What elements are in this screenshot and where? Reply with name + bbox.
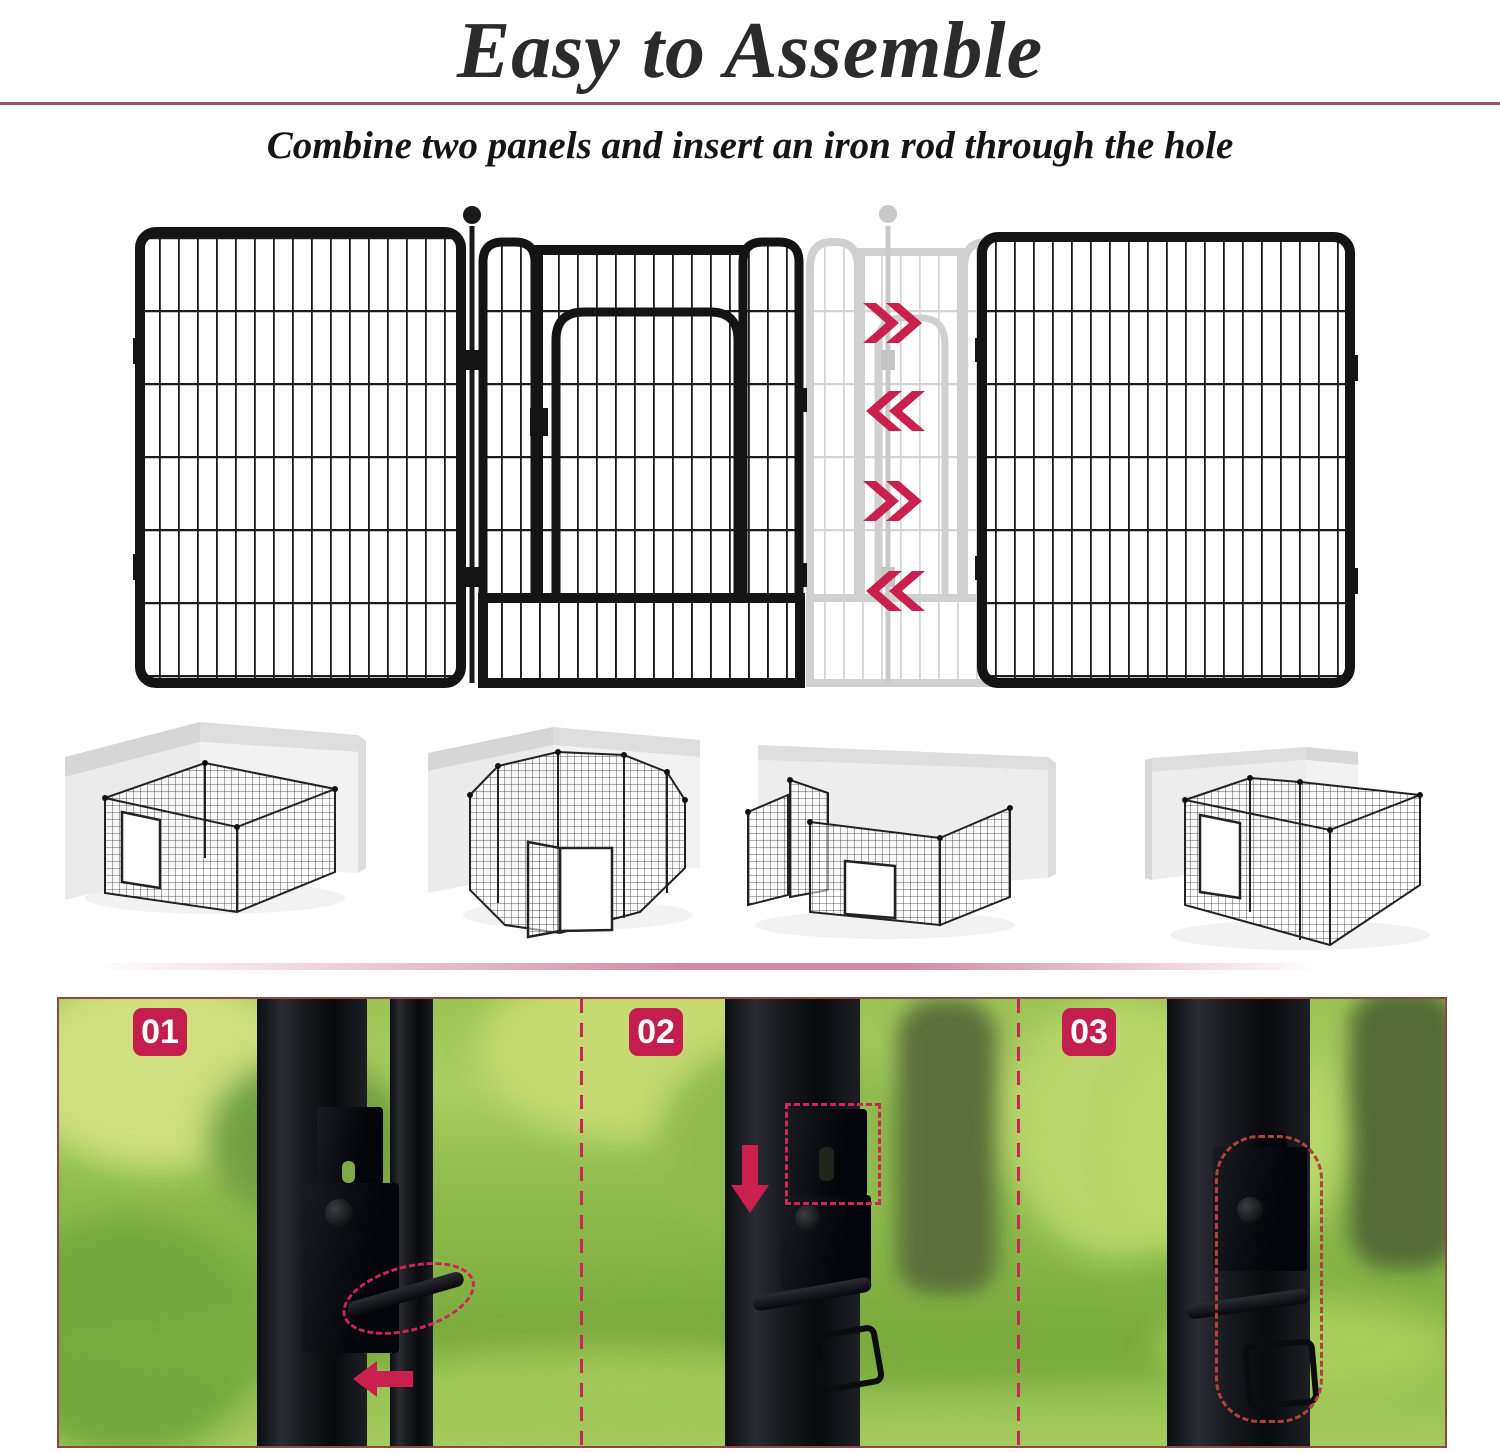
step-badge <box>1062 1008 1116 1056</box>
step-number: 02 <box>637 1012 675 1051</box>
step-number: 01 <box>141 1012 179 1051</box>
ghost-rod-ball-icon <box>879 205 897 223</box>
config-corner-rectangle-pen <box>65 722 366 914</box>
config-wall-front-barrier-pen <box>745 745 1056 939</box>
dashed-highlight-roundrect <box>1215 1135 1323 1423</box>
dashed-highlight-rect <box>785 1103 881 1205</box>
step-badge <box>133 1008 187 1056</box>
arrow-down-icon <box>731 1145 769 1215</box>
latch-slot <box>342 1161 355 1183</box>
config-octagon-pen <box>428 727 700 937</box>
gate-latch-icon <box>530 408 548 436</box>
arrow-left-icon <box>353 1361 413 1397</box>
section-divider <box>0 963 1500 970</box>
step-number: 03 <box>1070 1012 1108 1051</box>
latch-loop <box>808 1324 885 1395</box>
step-separator <box>1017 999 1020 1446</box>
latch-bracket <box>781 1195 871 1289</box>
fence-panel-left <box>140 232 461 683</box>
page-title: Easy to Assemble <box>456 7 1044 95</box>
latch-steps-photo <box>57 997 1447 1448</box>
step-badge <box>629 1008 683 1056</box>
bolt-icon <box>795 1205 821 1231</box>
page-subtitle: Combine two panels and insert an iron rod through the hole <box>266 124 1234 167</box>
config-small-corner-pen <box>1145 747 1430 950</box>
bolt-icon <box>325 1199 353 1227</box>
tree-trunk <box>1349 997 1447 1269</box>
tree-trunk <box>897 999 997 1299</box>
door-panel-assembly <box>483 242 807 683</box>
fence-panel-right <box>982 237 1350 683</box>
step-separator <box>580 999 583 1446</box>
